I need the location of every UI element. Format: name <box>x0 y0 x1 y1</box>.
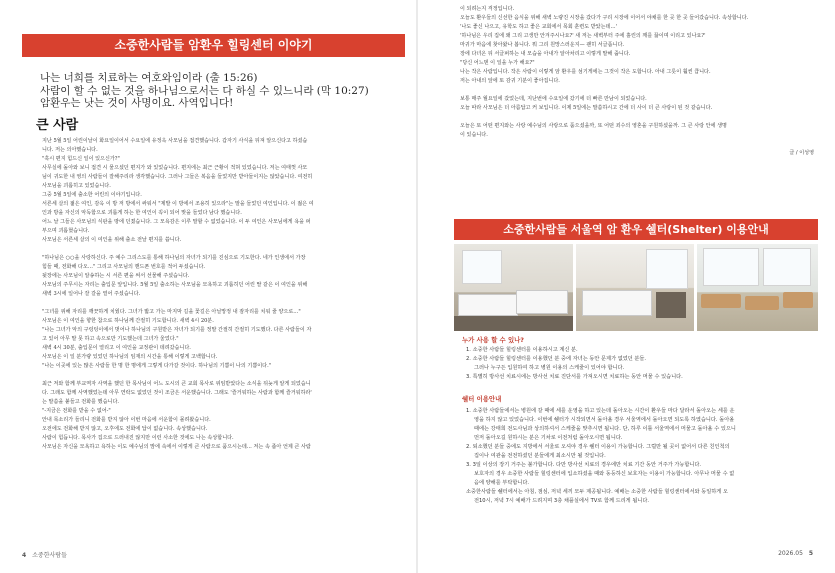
article-line: 새벽 3시에 일어나 잘 갈을 열어 주셨습니다. <box>42 291 141 297</box>
footer-date: 2026.05 <box>778 550 803 557</box>
article-line: 사모님은 자신을 모욕하고 욕하는 이도 예수님의 맘에 속에서 이렇게 큰 사람으로 품으시는데… 저는 속 좁아 언제 큰 사람 <box>42 444 311 450</box>
article-line: 안내 목소리가 들리니 전화를 받지 않아 이번 마음에 서운함이 몰려왔습니다. <box>42 417 211 423</box>
article-line: "혹시 편지 힘드신 일이 있으신가?" <box>42 156 120 162</box>
section-title-usage: 쉘터 이용안내 <box>462 395 502 403</box>
article-body-left <box>36 137 406 452</box>
article-line: 부으며 괴롭혔습니다. <box>42 228 90 234</box>
left-page <box>0 0 417 573</box>
article-line: 인과 방을 자신의 악독함으로 괴롭게 하는 한 여인이 꼭이 되어 맞을 들었다 남다 했습니다. <box>42 210 242 216</box>
article-line: 이 되려는지 걱정입니다. <box>460 6 515 12</box>
article-line: "나는 이곳에 있는 많은 사람들 한 명 한 명에게 그렇게 다가갈 것이다. 하나님의 기쁨이 나의 기쁨이다." <box>42 363 272 369</box>
shelter-photos <box>454 244 818 331</box>
article-line: 어느 날 그들은 사모님의 식판을 땅에 던졌습니다. 그 모욕감은 이루 말할 수 없었습니다. 이 두 여인은 사모님에게 욕을 퍼 <box>42 219 311 225</box>
list-item: 때에는 강태희 전도사님과 상의하셔서 스케줄을 맞추시면 됩니다. 단, 하루 이틀 서울역에서 머물고 돌아올 수 있으니 <box>474 426 736 432</box>
article-line: 서른세 살의 젊은 여인, 감옥 이 방 저 방에서 싸워서 "제발 이 방에서 조용히 있으라"는 말을 들었던 여인입니다. 이 젊은 여 <box>42 201 314 207</box>
shelter-photo-room <box>576 244 694 331</box>
article-line: 사람이 힘듭니다. 목사가 집으로 드러내진 않지만 이런 사소한 것에도 나는 속상합니다. <box>42 435 234 441</box>
list-item: 소중한사람들 쉘터에서는 아침, 점심, 저녁 세끼 모두 제공됩니다. 예배는 소중한 사람들 힐링센터에서와 동일하게 오 <box>466 489 728 495</box>
scripture-verses <box>40 72 400 110</box>
verse-line: 암환우는 낫는 것이 사명이요. 사역입니다! <box>40 97 234 109</box>
footer-left <box>22 550 67 559</box>
article-line: "당신 어느덴 이 일을 누가 해요?" <box>460 60 535 66</box>
list-item: 그러나 누구든 입원하여 하고 병원 이용의 스케줄이 있어야 합니다. <box>474 365 625 371</box>
left-banner-title: 소중한사람들 암환우 힐링센터 이야기 <box>22 34 405 57</box>
shelter-banner: 소중한사람들 서울역 암 환우 쉘터(Shelter) 이용안내 <box>454 219 818 240</box>
section-title-eligibility: 누가 사용 할 수 있나? <box>462 336 524 344</box>
article-line: "-지금은 전화를 받을 수 없어-" <box>42 408 111 414</box>
right-page <box>418 0 835 573</box>
list-item: 보호자의 경우 소중한 사람들 힐링센터에 입소하셨을 때와 동등하신 보호자는 이용이 가능합니다. 아무나 머물 수 없 <box>474 471 735 477</box>
list-item: 영을 하지 않고 있었습니다. 이번에 쉘터가 시작되면서 돌아올 경우 서울역에서 돌아오면 되도록 하였습니다. 돌아올 <box>474 417 735 423</box>
list-item: 1. 소중한 사람들에서는 병원에 갈 때에 세를 운영을 하고 있는데 돌아오는 시간이 환우들 마다 달라서 돌아오는 세를 운 <box>466 408 735 414</box>
shelter-photo-lounge <box>697 244 818 331</box>
list-item: 먼저 돌아오길 원하시는 분은 기차로 이전처럼 돌아오시면 됩니다. <box>474 435 623 441</box>
article-line: 다. 그래도 함께 사역했었는데 아무 연락도 없었던 것이 조금은 서운했습니다. 그래도 '즐거워하는 사람과 함께 즐거워하라' <box>42 390 312 396</box>
list-item: 3. 3일 이상의 장기 거주는 불가합니다. 다만 방사선 치료의 경우에만 치료 기간 동안 거주가 가능합니다. <box>466 462 702 468</box>
article-line: 뒷장에는 사모님이 알송하는 시 서른 편을 써서 선물해 주셨습니다. <box>42 273 190 279</box>
article-line: 지난 5월 5일 어린이날이 화요일이어서 수요일에 유정옥 사모님을 접견했습니다. 갑자기 사식을 뒤져 알으신다고 하셨습 <box>42 138 308 144</box>
verse-line: 나는 너희를 치료하는 여호와임이라 (출 15:26) <box>40 72 258 84</box>
article-line: 사모님을 괴롭히고 있었습니다. <box>42 183 111 189</box>
article-line: 새벽 4시 30분, 출입문이 열리고 이 여인을 교정관이 데려갔습니다. <box>42 345 191 351</box>
list-item: 3. 특별히 방사선 치료시에는 방사선 치료 진단서를 가져오시면 치료하는 동안 머물 수 있습니다. <box>466 374 683 380</box>
article-line: 마귀가 마음에 찾아왔나 봅니다. 뭐 그리 원망스러운지— 괜히 서글픕니다. <box>460 42 624 48</box>
shelter-photo-bedroom <box>454 244 573 331</box>
article-line: 이 있습니다. <box>460 132 488 138</box>
list-item: 전10시, 저녁 7시 예배가 드려지며 3층 채플실에서 TV로 함께 드리게 됩니다. <box>474 498 650 504</box>
article-line: 오전에도 전화해 받지 않고, 오후에도 전화에 답이 없습니다. 속상했습니다. <box>42 426 208 432</box>
article-signature: 글 / 이성영 <box>789 150 814 156</box>
article-line: 그중 5월 5일에 출소한 어린의 이야기입니다. <box>42 192 142 198</box>
article-line: '나도 좋신 나으고, 유학도 하고 좋은 교회에서 목회 훈련도 받았는데…' <box>460 24 617 30</box>
article-line: 보통 매주 월요일에 갔었는데, 지난번에 수요일에 갔기에 더 빠른 만남이 되었습니다. <box>460 96 647 102</box>
verse-line: 사람이 할 수 없는 것을 하나님으로서는 다 하실 수 있느니라 (막 10:27) <box>40 84 369 97</box>
article-line: 사모님은 이 일 분가량 있었던 하나님의 임재의 시간을 통해 이렇게 고백합니다. <box>42 354 218 360</box>
list-item: 음에 양해를 부탁합니다. <box>474 480 530 486</box>
article-line: 힘들 때, 전화해 다오…" 그리고 사모님의 핸드폰 번호를 적어 두셨습니다. <box>42 264 206 270</box>
footer-right <box>778 550 813 557</box>
usage-list <box>466 407 818 506</box>
list-item: 집이나 여관을 전전하셨던 분들에게 최소시만 될 것입니다. <box>474 453 606 459</box>
list-item: 2. 퇴소했던 분들 중에도 지방에서 서울로 오셔야 경우 쉘터 이용이 가능합니다. 그럴만 될 곳이 없어서 다른 친인척의 <box>466 444 730 450</box>
article-line: 고 있어 아무 말 못 하고 속으로만 기도했는데 그녀가 울었다." <box>42 336 179 342</box>
article-line: 니다. 저는 의아했습니다. <box>42 147 98 153</box>
article-line: 오늘은 또 어떤 편지와는 사랑 예수님의 사랑으로 품으셨을까, 또 어떤 죄수의 영혼을 구원하셨을까. 그 큰 사랑 안에 생명 <box>460 123 727 129</box>
eligibility-list <box>466 346 818 382</box>
article-line: 장에 다녀온 뒤 서글퍼하는 내 모습을 아내가 알아차리고 이렇게 말해 줍니다. <box>460 51 631 57</box>
page-number-left: 4 <box>22 552 27 559</box>
list-item: 2. 소중한 사람들 힐링센터를 이용했던 분 중에 자녀는 동안 문제가 없었던 분들. <box>466 356 647 362</box>
footer-publication: 소중한사람들 <box>32 552 67 559</box>
article-line: "그녀를 위해 자리를 깨끗하게 치웠다. 그녀가 밟고 가는 마지막 길을 꽃길은 아닐망정 내 잠자리를 치워 줄 양으로…" <box>42 309 301 315</box>
article-line: 저는 아내의 앞에 또 감귀 기분이 좋아집니다. <box>460 78 560 84</box>
list-item: 1. 소중한 사람들 힐링센터를 이용하시고 계신 분. <box>466 347 578 353</box>
article-line: 님이 귀도한 내 영의 사람들이 잘해주리라 생각했습니다. 그러나 그들은 복음을 들었지만 받아들이지는 않았습니다. 여전히 <box>42 174 313 180</box>
article-body-right <box>454 5 824 158</box>
article-line: 오늘 따라 사모님은 더 아름답고 커 보입니다. 이제 5일에는 말씀하시고 간에 더 사이 더 큰 사랑이 된 것 같습니다. <box>460 105 713 111</box>
article-heading: 큰 사람 <box>36 118 79 133</box>
article-line: 사모님의 주무시는 자리는 출입문 앞입니다. 5월 5일 출소하는 사모님을 모욕하고 괴롭히던 어린 딸 같은 이 여인을 위해 <box>42 282 308 288</box>
article-line: 나는 작은 사람입니다. 작은 사람이 이렇게 암 환우를 섬기게에는 그것이 작은 도합니다. 아내 그릇이 훨씬 큽니다. <box>460 69 711 75</box>
article-line: "하나님은 ○○을 사랑하신다. 주 예수 그리스도를 통해 하나님의 자녀가 되기를 진심으로 기도한다. 네가 인생에서 가장 <box>42 255 306 261</box>
article-line: 사무실에 돌아와 보니 접견 시 물으셨던 편지가 와 있었습니다. 편지에는 최근 근황이 적혀 있었습니다. 저는 여태껏 사모 <box>42 165 308 171</box>
article-line: '하나님은 우리 집에 왜 그리 고생만 안겨주시나요?' 새 저는 새벽부터 주에 흘린의 깨를 끓이며 이리고 있나요?' <box>460 33 706 39</box>
article-line: 오늘도 환우들의 신선한 음식을 위해 새벽 노량진 시장을 갔다가 구리 시장에 이어서 야채를 한 곳 한 곳 들어갔습니다. 속상합니다. <box>460 15 749 21</box>
page-number-right: 5 <box>808 550 813 557</box>
article-line: 는 말씀을 붙들고 전화를 했습니다. <box>42 399 119 405</box>
article-line: "나는 그녀가 악의 구렁텅이에서 벗어나 하나님의 구원받은 자녀가 되기를 정말 간절히 간절히 기도했다. 다른 사람들이 자 <box>42 327 312 333</box>
article-line: 사모님은 이 여인을 향한 참으로 하나님께 간절히 기도합니다. 새벽 4시 20분. <box>42 318 214 324</box>
article-line: 사모님은 서른세 살의 이 여인을 위해 출소 전날 편지를 씁니다. <box>42 237 182 243</box>
article-line: 최근 저와 함께 부교역자 사역을 했던 한 목사님이 어느 도시의 큰 교회 목사로 위임받았다는 소식을 뒤늦게 알게 되었습니 <box>42 381 311 387</box>
